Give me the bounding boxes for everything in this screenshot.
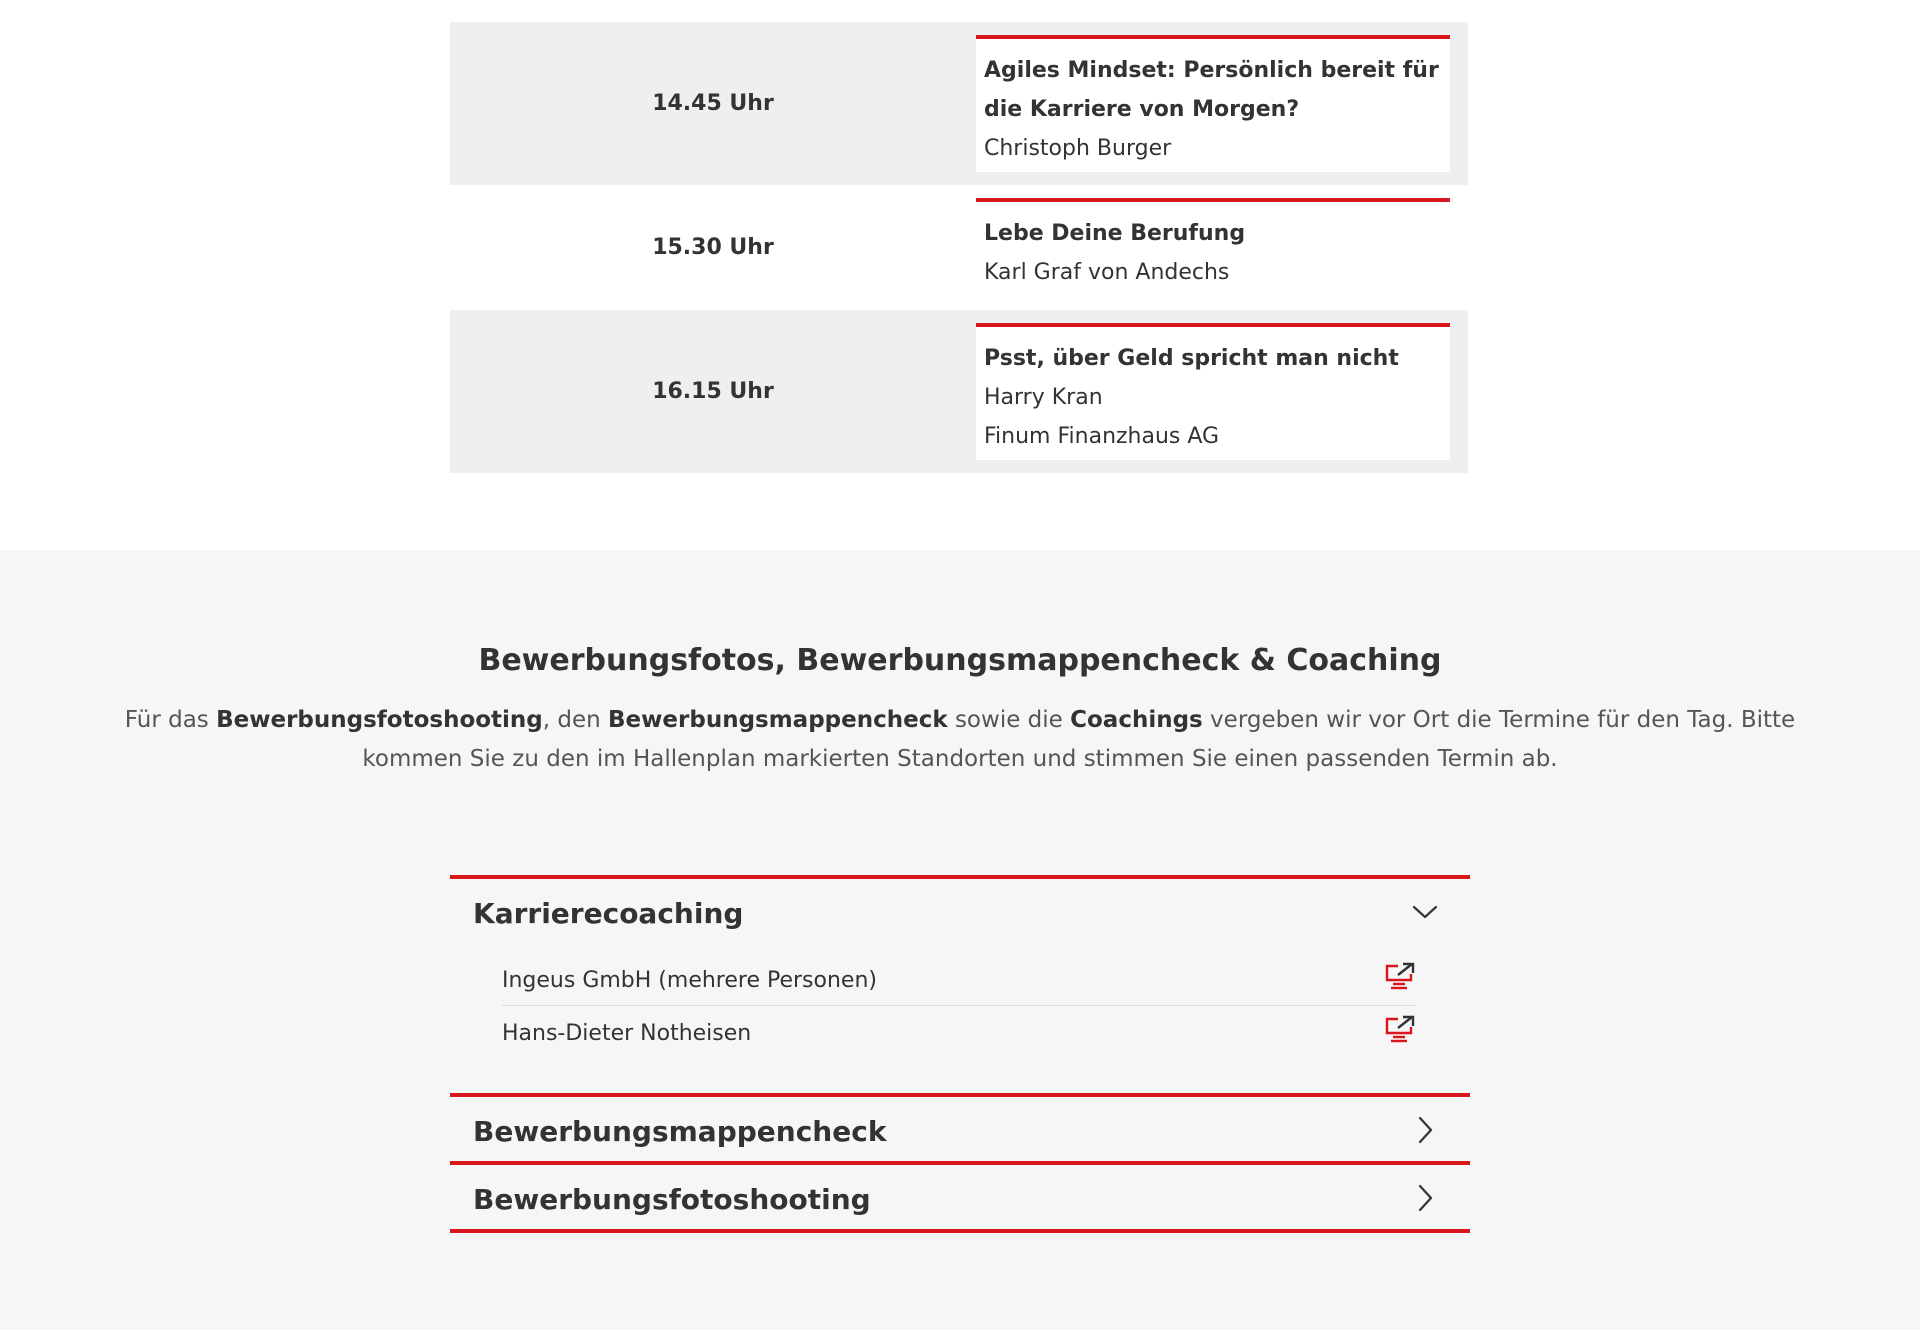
list-item <box>502 953 1416 1006</box>
section-intro <box>100 701 1820 779</box>
session-title: Agiles Mindset: Persönlich bereit für <box>984 58 1439 83</box>
accordion-header[interactable] <box>450 879 1470 943</box>
session-company: Finum Finanzhaus AG <box>984 424 1220 449</box>
accordion-title: Bewerbungsfotoshooting <box>473 1183 871 1216</box>
services-accordion <box>450 875 1470 1233</box>
services-section <box>0 550 1920 1330</box>
schedule-row <box>450 22 1468 185</box>
list-item <box>502 1006 1416 1058</box>
accordion-title: Karrierecoaching <box>473 897 744 930</box>
schedule-row <box>450 185 1468 310</box>
entry-name: Ingeus GmbH (mehrere Personen) <box>502 968 877 993</box>
chevron-down-icon[interactable] <box>1410 897 1440 927</box>
schedule-time: 16.15 Uhr <box>652 379 774 404</box>
session-card <box>976 323 1450 460</box>
schedule-table <box>450 22 1468 473</box>
intro-bold: Bewerbungsfotoshooting <box>216 707 543 733</box>
schedule-row <box>450 310 1468 473</box>
intro-bold: Bewerbungsmappencheck <box>608 707 948 733</box>
session-speaker: Karl Graf von Andechs <box>984 260 1230 285</box>
accordion-item-bewerbungsmappencheck <box>450 1093 1470 1161</box>
accordion-item-karrierecoaching <box>450 875 1470 1093</box>
session-title: die Karriere von Morgen? <box>984 97 1300 122</box>
chevron-right-icon[interactable] <box>1410 1183 1440 1213</box>
session-card <box>976 35 1450 172</box>
accordion-header[interactable] <box>450 1165 1470 1229</box>
accordion-body <box>450 943 1470 1093</box>
entry-name: Hans-Dieter Notheisen <box>502 1021 752 1046</box>
accordion-title: Bewerbungsmappencheck <box>473 1115 887 1148</box>
session-title: Psst, über Geld spricht man nicht <box>984 346 1399 371</box>
intro-text: , den <box>542 707 609 733</box>
session-speaker: Harry Kran <box>984 385 1103 410</box>
session-card <box>976 198 1450 300</box>
schedule-section <box>0 0 1920 550</box>
session-speaker: Christoph Burger <box>984 136 1172 161</box>
accordion-item-bewerbungsfotoshooting <box>450 1161 1470 1233</box>
intro-text: sowie die <box>947 707 1071 733</box>
chevron-right-icon[interactable] <box>1410 1115 1440 1145</box>
intro-text: vergeben wir vor Ort die Termine für den Tag. Bitte kommen Sie zu den im Hallenplan markierten Standorten und stimmen Sie einen passenden Termin ab. <box>362 707 1796 772</box>
intro-text: Für das <box>124 707 217 733</box>
section-headline: Bewerbungsfotos, Bewerbungsmappencheck & Coaching <box>478 643 1442 678</box>
external-screen-icon[interactable] <box>1384 962 1416 992</box>
schedule-time: 14.45 Uhr <box>652 91 774 116</box>
session-title: Lebe Deine Berufung <box>984 221 1246 246</box>
external-screen-icon[interactable] <box>1384 1015 1416 1045</box>
schedule-time: 15.30 Uhr <box>652 235 774 260</box>
intro-bold: Coachings <box>1070 707 1203 733</box>
accordion-header[interactable] <box>450 1097 1470 1161</box>
